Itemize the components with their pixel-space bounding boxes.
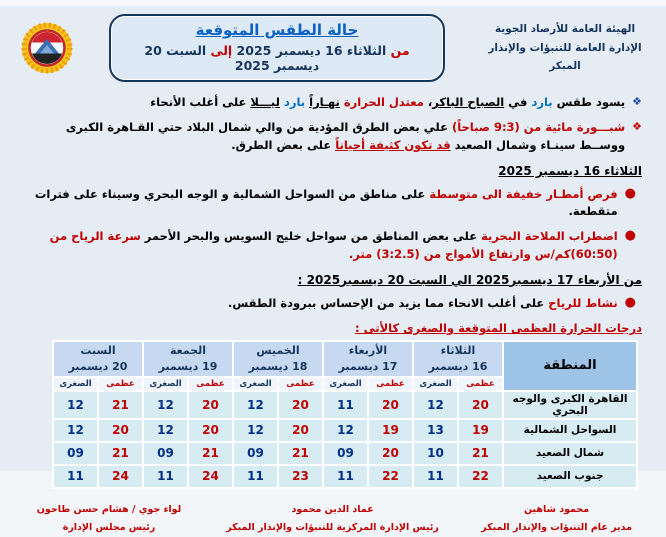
tuesday-bullet-1-text	[24, 186, 618, 221]
org-line1: الهيئة العامة للأرصاد الجوية	[494, 22, 636, 35]
signature-title: رئيس الإدارة المركزية للتنبؤات والإنذار المبكر	[226, 521, 439, 533]
min-temp-cell: 12	[233, 391, 278, 419]
min-temp-cell: 12	[143, 391, 188, 419]
min-sublabel: الصغرى	[323, 377, 368, 391]
text-run: الثلاثاء 16 ديسمبر 2025	[232, 43, 387, 58]
min-sublabel: الصغرى	[413, 377, 458, 391]
signatures-footer	[0, 489, 666, 537]
region-cell: شمال الصعيد	[503, 442, 637, 465]
text-run: علي بعض الطرق المؤدية من والي شمال البلاد حتي القـاهرة الكبرى ووســط سينـاء وشمال الصعيد	[65, 120, 626, 152]
text-run: على بعض الطرق.	[231, 137, 336, 152]
min-temp-cell: 11	[323, 465, 368, 488]
text-run: على أغلب الأنحاء	[150, 95, 251, 109]
region-column-header: المنطقة	[503, 341, 637, 391]
text-run: ،	[423, 95, 433, 109]
max-temp-cell: 20	[188, 391, 233, 419]
table-row	[53, 419, 637, 442]
text-run: إلى	[206, 43, 233, 58]
diamond-bullet-icon: ❖	[632, 95, 642, 108]
min-temp-cell: 12	[53, 391, 98, 419]
general-bullet-2-text	[24, 119, 625, 154]
min-temp-cell: 11	[413, 465, 458, 488]
general-bullet-2	[24, 119, 642, 154]
day-column-header: الثلاثاء 16 ديسمبر	[413, 341, 503, 377]
org-title-block	[476, 20, 654, 77]
max-temp-cell: 20	[368, 442, 413, 465]
max-temp-cell: 20	[278, 391, 323, 419]
header	[0, 6, 666, 82]
min-sublabel: الصغرى	[233, 377, 278, 391]
text-run: على أغلب الانحاء مما يزيد من الإحساس ببرودة الطقس.	[227, 295, 549, 310]
max-sublabel: عظمى	[278, 377, 323, 391]
max-temp-cell: 21	[188, 442, 233, 465]
bulletin-body	[0, 82, 666, 335]
region-cell: القاهرة الكبرى والوجه البحري	[503, 391, 637, 419]
min-temp-cell: 11	[53, 465, 98, 488]
signature-title: رئيس مجلس الإدارة	[62, 521, 156, 533]
max-sublabel: عظمى	[98, 377, 143, 391]
max-temp-cell: 19	[458, 419, 503, 442]
tuesday-section-heading: الثلاثاء 16 ديسمبر 2025	[498, 163, 642, 178]
temperatures-heading: درجات الحرارة العظمى المتوقعة والصغرى كالأتى :	[355, 321, 642, 335]
table-row	[53, 442, 637, 465]
text-run: سرعة الرياح من (60:50)كم/س وارتفاع الأمواج من (3:2.5) متر.	[49, 229, 618, 261]
text-run: اضطراب الملاحة البحرية	[481, 229, 618, 244]
bulletin-title: حالة الطقس المتوقعة	[195, 21, 359, 39]
min-temp-cell: 09	[233, 442, 278, 465]
max-temp-cell: 20	[368, 391, 413, 419]
max-temp-cell: 19	[368, 419, 413, 442]
max-temp-cell: 20	[188, 419, 233, 442]
min-sublabel: الصغرى	[143, 377, 188, 391]
text-run: فرص أمطـار خفيفة الى متوسطة	[425, 186, 618, 201]
diamond-bullet-icon: ❖	[632, 120, 642, 134]
dot-bullet-icon: ●	[624, 228, 636, 244]
signature-central-admin-head	[226, 501, 439, 537]
min-temp-cell: 11	[323, 391, 368, 419]
max-sublabel: عظمى	[458, 377, 503, 391]
day-column-header: السبت 20 ديسمبر	[53, 341, 143, 377]
table-row	[53, 465, 637, 488]
signature-director	[481, 501, 632, 537]
max-temp-cell: 24	[188, 465, 233, 488]
text-run: شبـــورة مائية من (9:3 صباحاً)	[451, 120, 626, 135]
text-run: من	[386, 43, 410, 58]
min-temp-cell: 12	[53, 419, 98, 442]
table-row	[53, 391, 637, 419]
text-run: نشاط للرياح	[548, 295, 618, 310]
text-run: السبت 20 ديسمبر 2025	[144, 43, 320, 73]
general-bullet-1-text	[24, 94, 625, 111]
signature-name: لواء جوي / هشام حسن طاحون	[36, 503, 182, 515]
table-row-days	[53, 341, 637, 377]
temperature-table	[52, 340, 638, 489]
min-temp-cell: 10	[413, 442, 458, 465]
min-temp-cell: 09	[323, 442, 368, 465]
max-temp-cell: 21	[458, 442, 503, 465]
max-temp-cell: 22	[458, 465, 503, 488]
tuesday-bullet-1	[24, 186, 642, 221]
day-column-header: الجمعة 19 ديسمبر	[143, 341, 233, 377]
wed-sat-bullet-1-text	[24, 295, 618, 312]
wed-sat-section-heading: من الأربعاء 17 ديسمبر2025 الي السبت 20 ديسمبر2025 :	[297, 272, 642, 287]
region-cell: جنوب الصعيد	[503, 465, 637, 488]
text-run: بارد	[531, 95, 553, 109]
max-sublabel: عظمى	[188, 377, 233, 391]
max-temp-cell: 20	[98, 419, 143, 442]
text-run: على بعض المناطق من سواحل خليج السويس والبحر الأحمر	[140, 229, 482, 244]
region-cell: السواحل الشمالية	[503, 419, 637, 442]
max-temp-cell: 21	[98, 442, 143, 465]
dot-bullet-icon: ●	[624, 294, 636, 310]
max-temp-cell: 20	[278, 419, 323, 442]
max-temp-cell: 24	[98, 465, 143, 488]
wed-sat-bullet-1	[24, 295, 642, 312]
min-temp-cell: 11	[143, 465, 188, 488]
max-temp-cell: 23	[278, 465, 323, 488]
dot-bullet-icon: ●	[624, 185, 636, 201]
day-column-header: الخميس 18 ديسمبر	[233, 341, 323, 377]
text-run: على مناطق من السواحل الشمالية و الوجه البحري وسيناء على فترات متقطعة.	[34, 186, 618, 218]
signature-title: مدير عام التنبؤات والإنذار المبكر	[481, 521, 632, 533]
min-sublabel: الصغرى	[53, 377, 98, 391]
signature-name: عماد الدين محمود	[291, 503, 374, 515]
min-temp-cell: 09	[53, 442, 98, 465]
text-run: في	[504, 95, 532, 109]
tuesday-bullet-2	[24, 228, 642, 263]
text-run: بارد	[283, 95, 306, 109]
signature-name: محمود شاهين	[523, 503, 590, 515]
general-bullet-1	[24, 94, 642, 111]
text-run: معتدل الحرارة	[343, 95, 424, 109]
text-run: الصباح الباكر	[432, 95, 505, 109]
title-box	[109, 14, 445, 82]
authority-logo-icon	[16, 20, 78, 76]
min-temp-cell: 12	[323, 419, 368, 442]
min-temp-cell: 11	[233, 465, 278, 488]
bulletin-date-range	[121, 43, 433, 73]
max-temp-cell: 21	[278, 442, 323, 465]
min-temp-cell: 12	[233, 419, 278, 442]
text-run: نهـاراً	[309, 95, 340, 109]
text-run: يسود طقس	[552, 95, 626, 109]
max-temp-cell: 20	[458, 391, 503, 419]
text-run: قد تكون كثيفة أحياناً	[335, 137, 451, 152]
signature-board-chairman	[34, 501, 184, 537]
min-temp-cell: 12	[143, 419, 188, 442]
day-column-header: الأربعاء 17 ديسمبر	[323, 341, 413, 377]
max-temp-cell: 22	[368, 465, 413, 488]
org-line2: الإدارة العامة للتنبؤات والإنذار المبكر	[488, 41, 642, 73]
min-temp-cell: 09	[143, 442, 188, 465]
max-sublabel: عظمى	[368, 377, 413, 391]
min-temp-cell: 12	[413, 391, 458, 419]
max-temp-cell: 21	[98, 391, 143, 419]
text-run: ليـــلا	[250, 95, 280, 109]
min-temp-cell: 13	[413, 419, 458, 442]
tuesday-bullet-2-text	[24, 228, 618, 263]
temp-table-body	[53, 391, 637, 488]
